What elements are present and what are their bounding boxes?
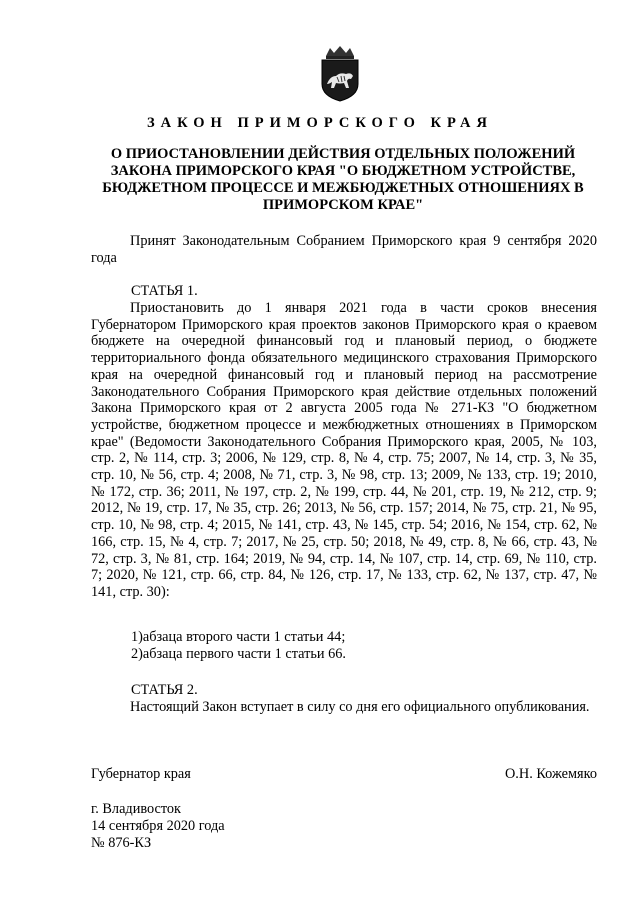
list-item: 2)абзаца первого части 1 статьи 66. <box>131 646 346 662</box>
coat-of-arms-icon <box>318 46 362 102</box>
footer-city: г. Владивосток <box>91 801 181 817</box>
footer-number: № 876-КЗ <box>91 835 152 851</box>
article-2-text: Настоящий Закон вступает в силу со дня его официального опубликования. <box>130 699 590 715</box>
list-item: 1)абзаца второго части 1 статьи 44; <box>131 629 346 645</box>
law-subtitle: О ПРИОСТАНОВЛЕНИИ ДЕЙСТВИЯ ОТДЕЛЬНЫХ ПОЛОЖЕНИЙ ЗАКОНА ПРИМОРСКОГО КРАЯ "О БЮДЖЕТНОМ УСТРОЙСТВЕ, БЮДЖЕТНОМ ПРОЦЕССЕ И МЕЖБЮДЖЕТНЫХ ОТНОШЕНИЯХ В ПРИМОРСКОМ КРАЕ" <box>102 146 584 213</box>
law-title: ЗАКОН ПРИМОРСКОГО КРАЯ <box>146 115 493 131</box>
article-1-text: Приостановить до 1 января 2021 года в части сроков внесения Губернатором Приморского края проектов законов Приморского края о краевом бюджете на очередной финансовый год и плановый период, о бюджете территориального фонда обязательного медицинского страхования Приморского края на очередной финансовый год и плановый период на рассмотрение Законодательного Собрания Приморского края действие отдельных положений Закона Приморского края от 2 августа 2005 года № 271-КЗ "О бюджетном устройстве, бюджетном процессе и межбюджетных отношениях в Приморском крае" (Ведомости Законодательного Собрания Приморского края, 2005, № 103, стр. 2, № 114, стр. 3; 2006, № 129, стр. 8, № 4, стр. 75; 2007, № 14, стр. 3, № 35, стр. 10, № 56, стр. 4; 2008, № 71, стр. 3, № 98, стр. 13; 2009, № 133, стр. 19; 2010, № 172, стр. 36; 2011, № 197, стр. 2, № 199, стр. 44, № 201, стр. 19, № 212, стр. 9; 2012, № 19, стр. 17, № 35, стр. 26; 2013, № 56, стр. 157; 2014, № 75, стр. 21, № 95, стр. 10, № 98, стр. 4; 2015, № 141, стр. 43, № 145, стр. 54; 2016, № 154, стр. 62, № 166, стр. 15, № 4, стр. 7; 2017, № 25, стр. 50; 2018, № 49, стр. 8, № 66, стр. 43, № 72, стр. 3, № 81, стр. 164; 2019, № 94, стр. 14, № 107, стр. 14, стр. 69, № 110, стр. 7; 2020, № 121, стр. 66, стр. 84, № 126, стр. 17, № 133, стр. 62, № 137, стр. 47, № 141, стр. 30): <box>91 300 597 600</box>
article-2-heading: СТАТЬЯ 2. <box>131 682 198 698</box>
article-1-heading: СТАТЬЯ 1. <box>131 283 198 299</box>
footer-date: 14 сентября 2020 года <box>91 818 225 834</box>
signature-position: Губернатор края <box>91 766 191 782</box>
signature-name: О.Н. Кожемяко <box>504 766 597 782</box>
adoption-note: Принят Законодательным Собранием Приморского края 9 сентября 2020 года <box>91 233 597 266</box>
